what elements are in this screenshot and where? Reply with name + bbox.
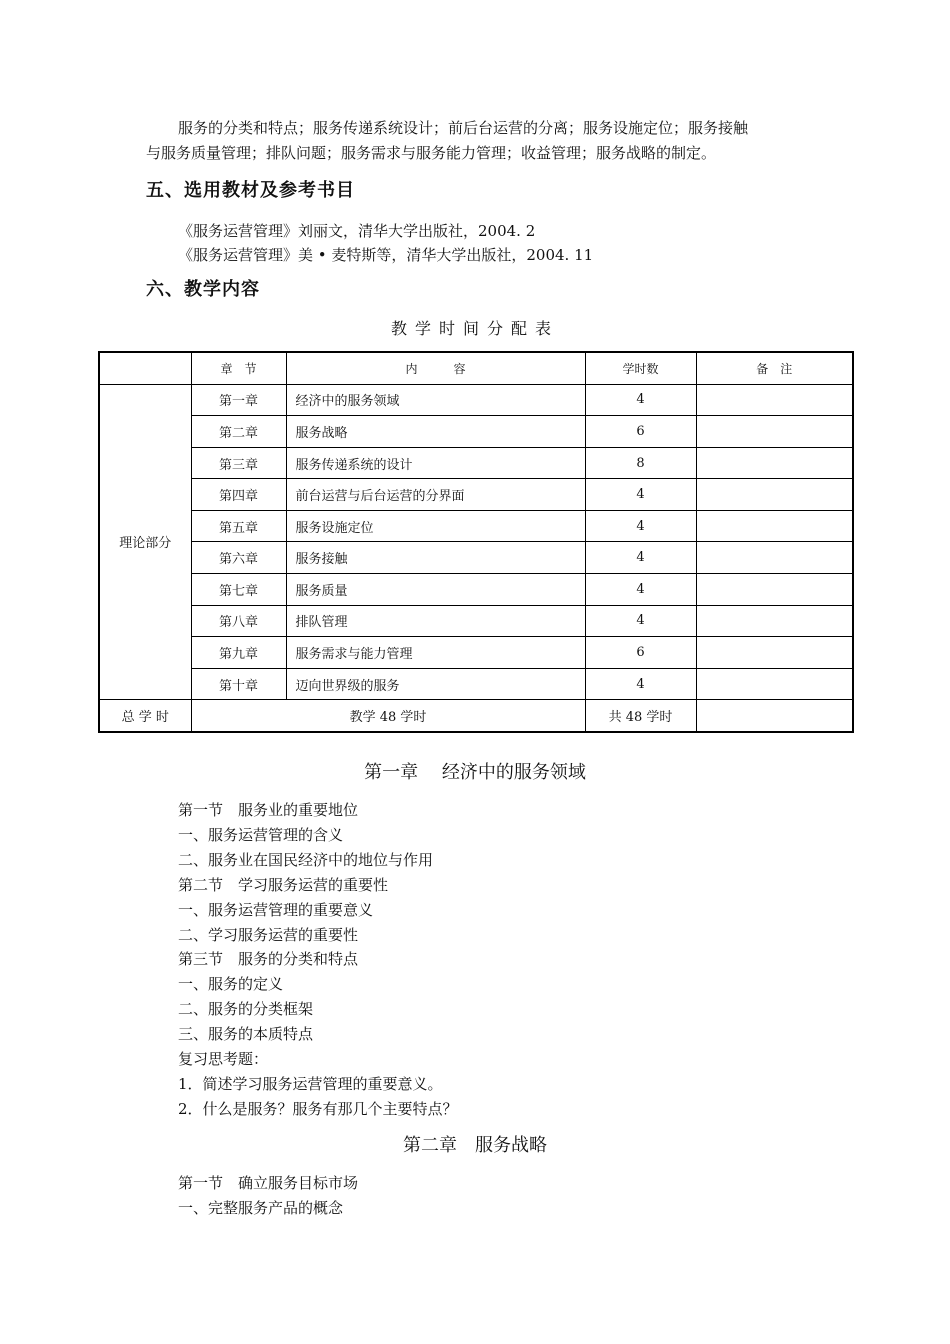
header-chapter: 章 节 <box>191 352 286 384</box>
row-note <box>696 416 853 448</box>
row-chapter: 第二章 <box>191 416 286 448</box>
group-label: 理论部分 <box>99 384 191 700</box>
intro-line-1: 服务的分类和特点；服务传递系统设计；前后台运营的分离；服务设施定位；服务接触 <box>178 119 749 137</box>
section-5-heading: 五、选用教材及参考书目 <box>146 180 355 201</box>
chapter-1-line: 二、服务业在国民经济中的地位与作用 <box>178 851 434 869</box>
row-chapter: 第八章 <box>191 605 286 637</box>
table-row <box>99 479 853 511</box>
total-label: 总 学 时 <box>99 700 191 732</box>
chapter-1-line: 三、服务的本质特点 <box>178 1025 314 1043</box>
row-note <box>696 447 853 479</box>
row-content: 服务需求与能力管理 <box>286 637 585 669</box>
row-content: 迈向世界级的服务 <box>286 668 585 700</box>
chapter-1-line: 一、服务运营管理的含义 <box>178 826 344 844</box>
row-chapter: 第五章 <box>191 510 286 542</box>
header-hours: 学时数 <box>585 352 696 384</box>
table-row <box>99 542 853 574</box>
header-content: 内 容 <box>286 352 585 384</box>
table-row <box>99 574 853 606</box>
row-content: 前台运营与后台运营的分界面 <box>286 479 585 511</box>
row-content: 排队管理 <box>286 605 585 637</box>
chapter-1-line: 1．简述学习服务运营管理的重要意义。 <box>178 1075 443 1093</box>
row-chapter: 第一章 <box>191 384 286 416</box>
table-row <box>99 447 853 479</box>
row-note <box>696 574 853 606</box>
table-total-row <box>99 700 853 732</box>
table-row <box>99 668 853 700</box>
table-row <box>99 510 853 542</box>
table-title: 教学时间分配表 <box>390 319 559 338</box>
row-chapter: 第七章 <box>191 574 286 606</box>
chapter-2-line: 一、完整服务产品的概念 <box>178 1199 344 1217</box>
intro-line-2: 与服务质量管理；排队问题；服务需求与服务能力管理；收益管理；服务战略的制定。 <box>146 144 717 162</box>
table-header-row <box>99 352 853 384</box>
chapter-1-line: 2．什么是服务？服务有那几个主要特点？ <box>178 1100 458 1118</box>
row-hours: 4 <box>585 574 696 606</box>
chapter-1-line: 复习思考题： <box>178 1050 269 1068</box>
row-note <box>696 637 853 669</box>
row-chapter: 第十章 <box>191 668 286 700</box>
row-chapter: 第三章 <box>191 447 286 479</box>
chapter-2-title-text: 第二章 服务战略 <box>403 1135 547 1156</box>
table-row <box>99 637 853 669</box>
chapter-2-line: 第一节 确立服务目标市场 <box>178 1174 359 1192</box>
row-hours: 4 <box>585 605 696 637</box>
header-blank <box>99 352 191 384</box>
row-note <box>696 605 853 637</box>
row-hours: 4 <box>585 542 696 574</box>
chapter-1-line: 第一节 服务业的重要地位 <box>178 801 359 819</box>
row-hours: 6 <box>585 416 696 448</box>
row-hours: 4 <box>585 384 696 416</box>
row-content: 服务传递系统的设计 <box>286 447 585 479</box>
chapter-1-line: 一、服务的定义 <box>178 975 284 993</box>
reference-1: 《服务运营管理》刘丽文，清华大学出版社，2004. 2 <box>178 222 536 240</box>
row-note <box>696 384 853 416</box>
row-hours: 4 <box>585 668 696 700</box>
intro-paragraph <box>146 116 826 166</box>
total-hours: 共 48 学时 <box>585 700 696 732</box>
row-note <box>696 668 853 700</box>
total-note <box>696 700 853 732</box>
row-hours: 4 <box>585 510 696 542</box>
row-hours: 6 <box>585 637 696 669</box>
reference-2: 《服务运营管理》美 • 麦特斯等，清华大学出版社，2004. 11 <box>178 246 594 264</box>
chapter-1-line: 二、服务的分类框架 <box>178 1000 314 1018</box>
row-content: 服务设施定位 <box>286 510 585 542</box>
chapter-1-line: 一、服务运营管理的重要意义 <box>178 901 374 919</box>
chapter-1-line: 二、学习服务运营的重要性 <box>178 926 359 944</box>
table-row <box>99 384 853 416</box>
row-hours: 8 <box>585 447 696 479</box>
total-content: 教学 48 学时 <box>191 700 585 732</box>
header-note: 备 注 <box>696 352 853 384</box>
table-row <box>99 416 853 448</box>
time-allocation-table <box>98 351 854 733</box>
row-content: 经济中的服务领域 <box>286 384 585 416</box>
chapter-1-line: 第三节 服务的分类和特点 <box>178 950 359 968</box>
chapter-1-line: 第二节 学习服务运营的重要性 <box>178 876 389 894</box>
row-content: 服务接触 <box>286 542 585 574</box>
row-content: 服务战略 <box>286 416 585 448</box>
table-row <box>99 605 853 637</box>
section-6-heading: 六、教学内容 <box>146 279 260 300</box>
row-note <box>696 510 853 542</box>
row-note <box>696 542 853 574</box>
chapter-1-title <box>0 758 950 784</box>
row-hours: 4 <box>585 479 696 511</box>
row-chapter: 第四章 <box>191 479 286 511</box>
chapter-2-title <box>0 1131 950 1157</box>
row-note <box>696 479 853 511</box>
row-content: 服务质量 <box>286 574 585 606</box>
row-chapter: 第九章 <box>191 637 286 669</box>
chapter-1-title-text: 第一章 经济中的服务领域 <box>364 762 586 783</box>
row-chapter: 第六章 <box>191 542 286 574</box>
